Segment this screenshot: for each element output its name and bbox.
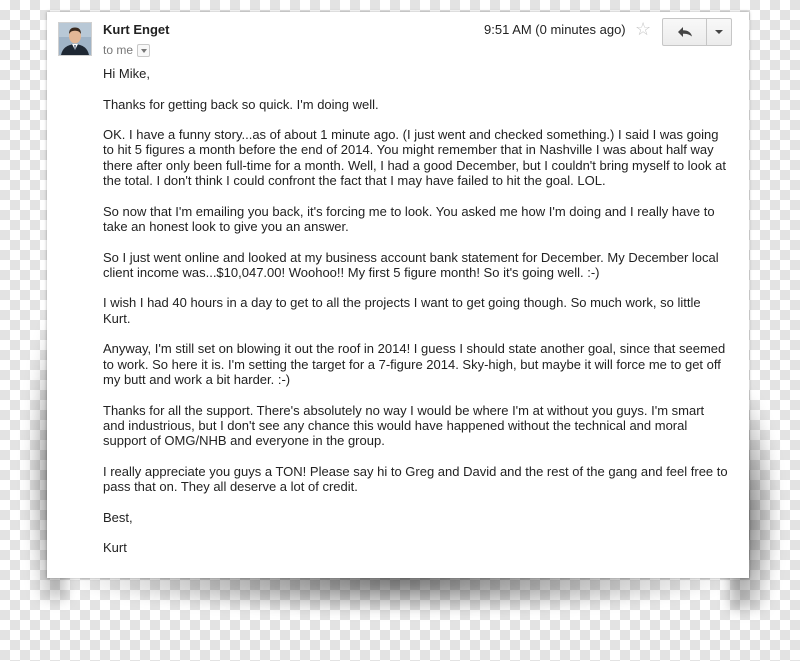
message-paragraph: Thanks for all the support. There's absolutely no way I would be where I'm at without you guys. I'm smart and industrious, but I don't see any chance this would have happened without the technical and moral support of OMG/NHB and everyone in the group. xyxy=(103,402,705,449)
recipient-details-toggle[interactable] xyxy=(137,44,150,57)
message-paragraph: Anyway, I'm still set on blowing it out the roof in 2014! I guess I should state another goal, since that seemed to work. So here it is. I'm setting the target for a 7-figure 2014. Sky-high, but maybe it will force me to get off my butt and work a bit harder. :-) xyxy=(103,341,726,387)
message-paragraph: I wish I had 40 hours in a day to get to all the projects I want to get going though. So much work, so little Kurt. xyxy=(103,295,701,326)
message-actions xyxy=(662,18,732,46)
email-message-card xyxy=(47,12,749,578)
star-icon[interactable]: ☆ xyxy=(635,19,652,39)
message-paragraph: Hi Mike, xyxy=(103,66,150,81)
message-paragraph: Best, xyxy=(103,509,133,525)
message-paragraph: So now that I'm emailing you back, it's forcing me to look. You asked me how I'm doing and I really have to take an honest look to give you an answer. xyxy=(103,203,715,234)
avatar-photo xyxy=(59,23,91,55)
message-paragraph: So I just went online and looked at my business account bank statement for December. My December local client income was...$10,047.00! Woohoo!! My first 5 figure month! So it's going well. :-) xyxy=(103,249,719,280)
recipient-label: to me xyxy=(103,43,134,57)
avatar[interactable] xyxy=(58,22,92,56)
more-actions-button[interactable] xyxy=(707,19,731,45)
chevron-down-icon xyxy=(715,30,723,34)
message-paragraph: OK. I have a funny story...as of about 1 minute ago. (I just went and checked something.) I said I was going to hit 5 figures a month before the end of 2014. You might remember that in Nashville I was about half way there after only been full-time for a month. Well, I had a good December, but I couldn't bring myself to look at the total. I don't think I could confront the fact that I may have failed to hit the goal. LOL. xyxy=(103,127,726,189)
message-timestamp: 9:51 AM (0 minutes ago) xyxy=(484,22,626,37)
message-paragraph: I really appreciate you guys a TON! Please say hi to Greg and David and the rest of the gang and feel free to pass that on. They all deserve a lot of credit. xyxy=(103,463,728,495)
message-paragraph: Thanks for getting back so quick. I'm doing well. xyxy=(103,96,379,112)
message-body xyxy=(103,66,728,571)
reply-arrow-icon xyxy=(677,26,693,38)
message-paragraph: Kurt xyxy=(103,540,127,556)
reply-button[interactable] xyxy=(663,19,707,45)
sender-name[interactable]: Kurt Enget xyxy=(103,22,170,37)
recipient-line xyxy=(103,43,150,57)
